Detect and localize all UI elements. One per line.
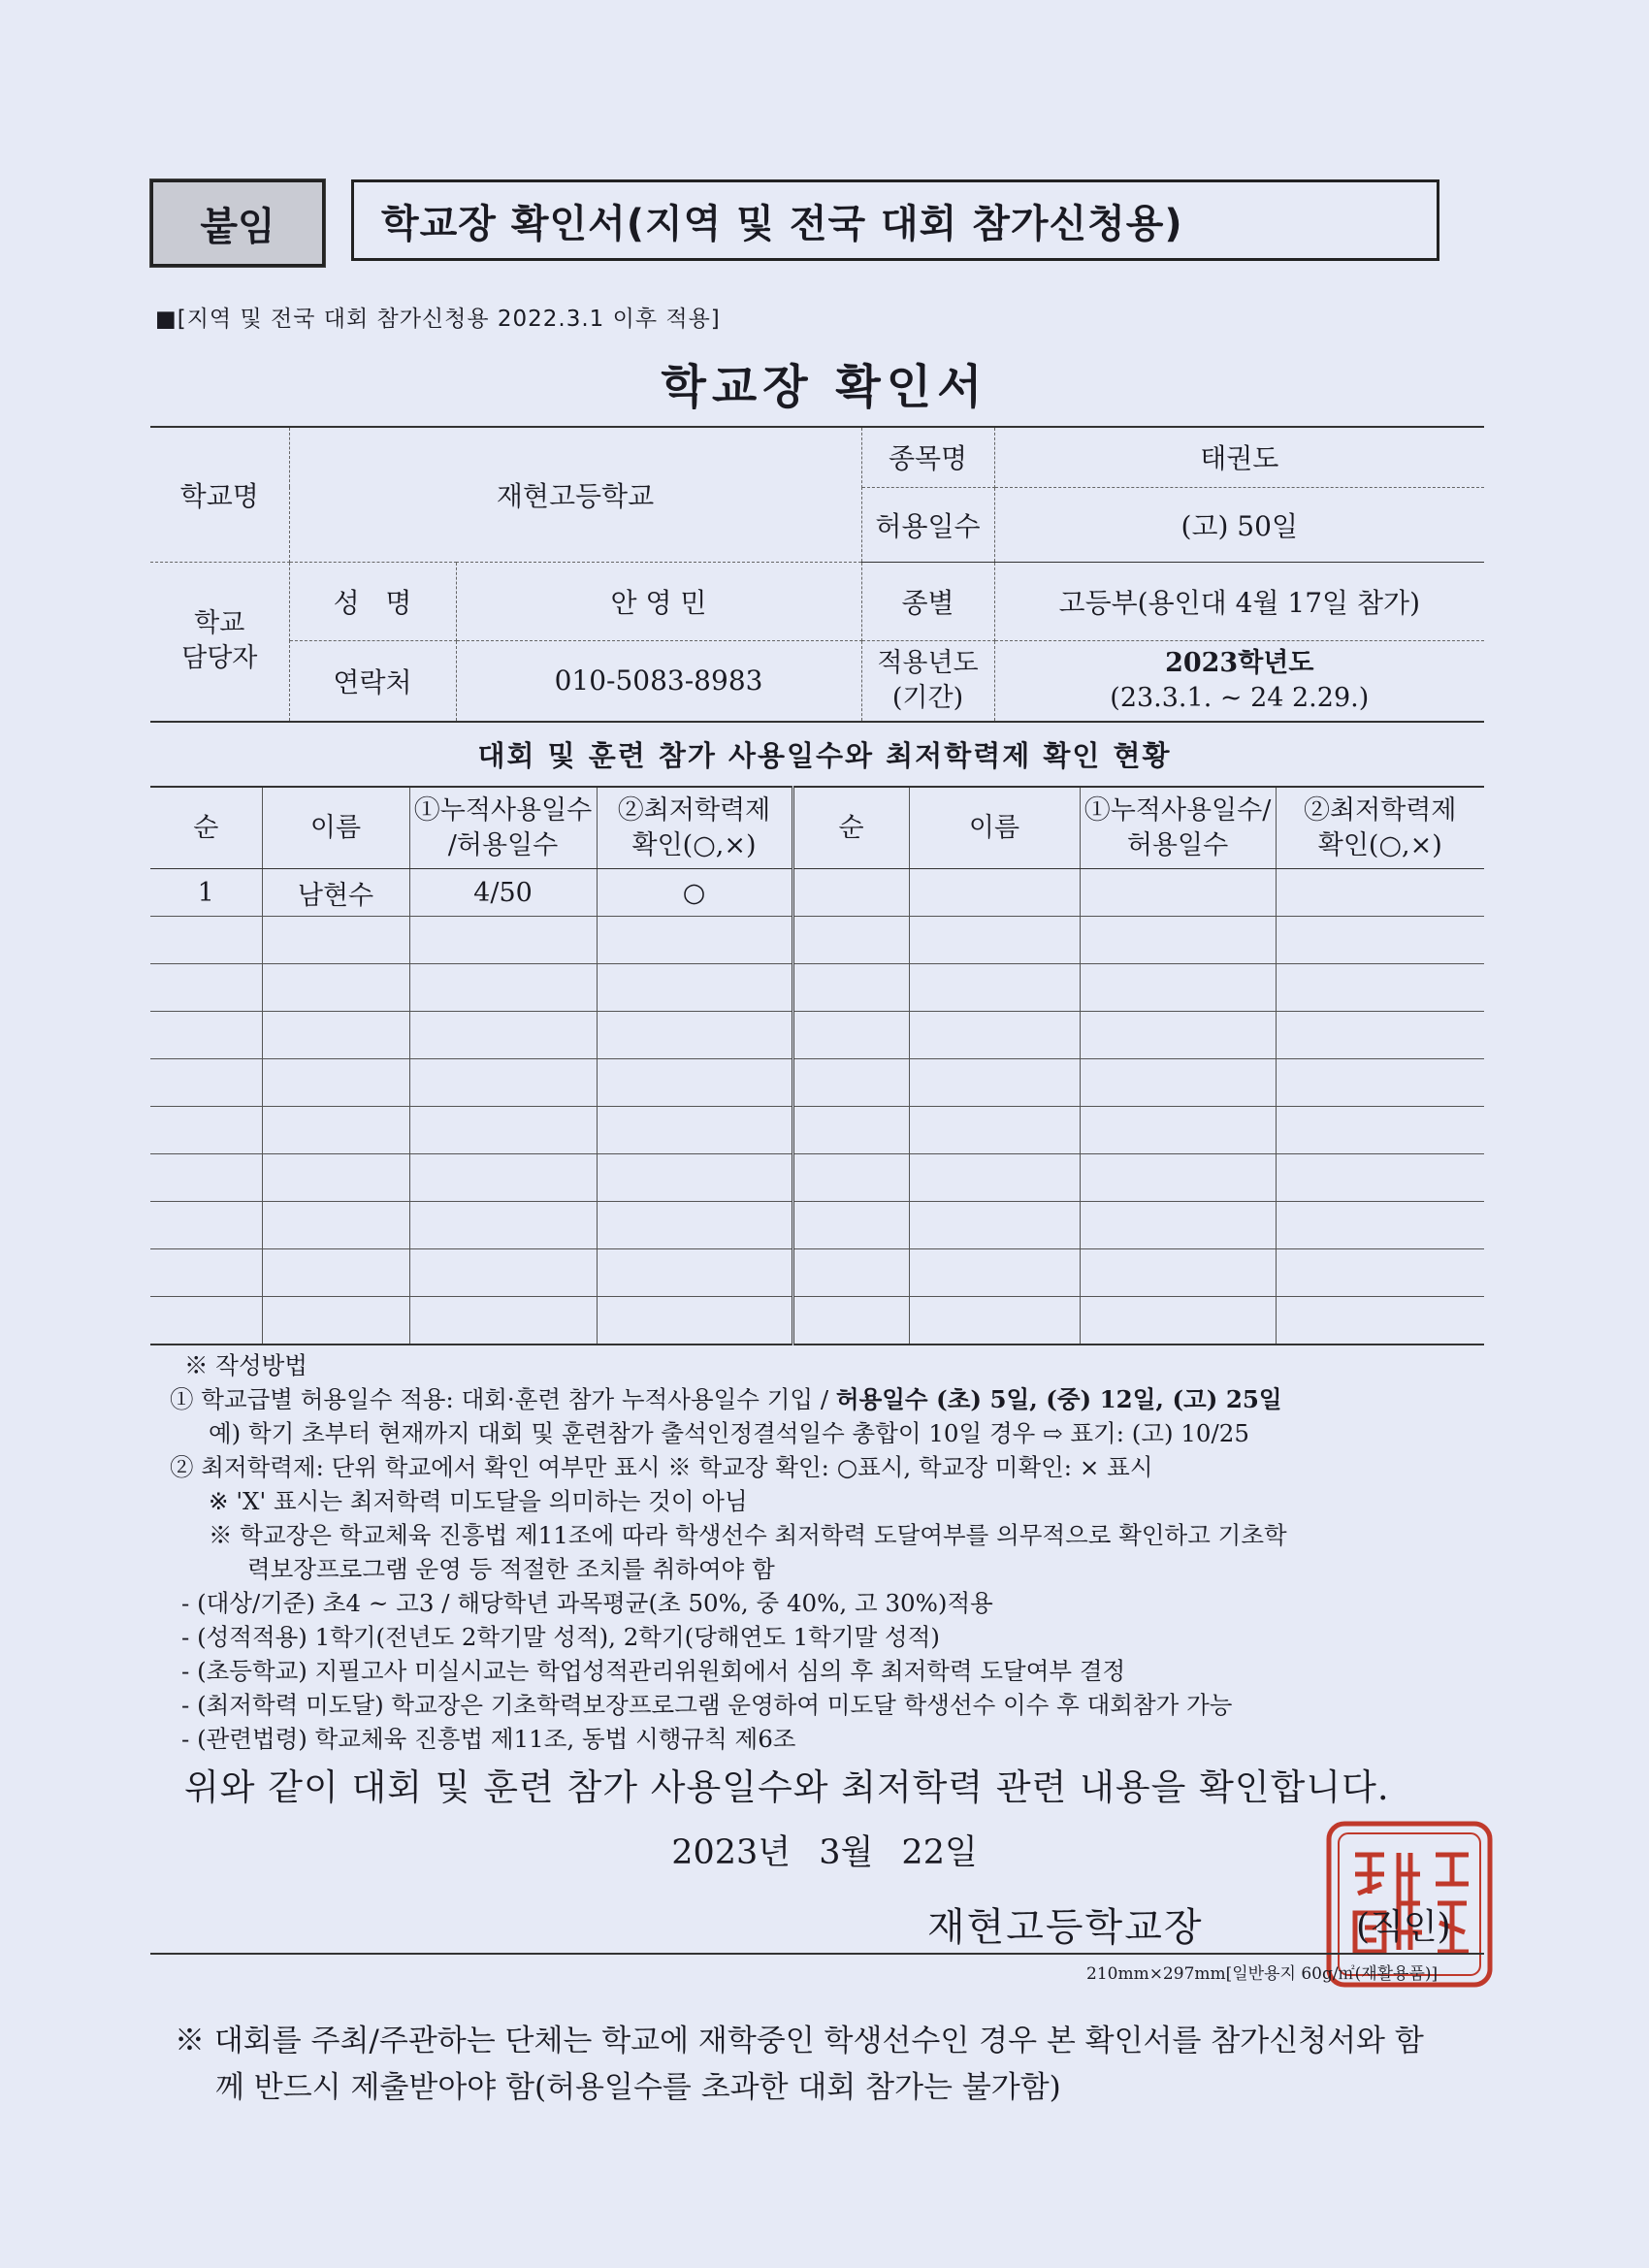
attachment-tag: 붙임 (150, 179, 325, 267)
table-cell (1080, 917, 1276, 964)
table-cell (792, 1154, 909, 1202)
period-value (994, 640, 1484, 722)
header-cell: 이름 (262, 787, 409, 869)
confirmation-date: 2023년 3월 22일 (671, 1833, 978, 1872)
school-value: 재현고등학교 (289, 427, 861, 562)
table-cell (597, 964, 792, 1012)
header-cell: 순 (792, 787, 909, 869)
table-cell (909, 917, 1080, 964)
table-cell (597, 1012, 792, 1059)
table-row (150, 1059, 1484, 1107)
table-cell (909, 1154, 1080, 1202)
table-cell (409, 1249, 597, 1297)
table-cell (150, 964, 262, 1012)
table-cell (262, 1202, 409, 1249)
table-cell (1276, 1012, 1484, 1059)
category-label: 종별 (861, 562, 994, 640)
school-info-table (150, 426, 1484, 723)
table-cell (597, 1249, 792, 1297)
submission-notice (175, 2018, 1455, 2111)
table-cell (792, 1297, 909, 1345)
period-year: 2023학년도 (1165, 647, 1314, 678)
table-cell (597, 1297, 792, 1345)
header-cell: ①누적사용일수 /허용일수 (409, 787, 597, 869)
table-cell: 4/50 (409, 869, 597, 917)
instruction-note: ※ 'X' 표시는 최저학력 미도달을 의미하는 것이 아님 (209, 1487, 748, 1515)
status-section-title: 대회 및 훈련 참가 사용일수와 최저학력제 확인 현황 (477, 739, 1172, 772)
instruction-example: 예) 학기 초부터 현재까지 대회 및 훈련참가 출석인정결석일수 총합이 10일 경우 ⇨ 표기: (고) 10/25 (209, 1419, 1249, 1447)
table-cell (1080, 964, 1276, 1012)
table-cell (409, 1107, 597, 1154)
sport-label: 종목명 (861, 427, 994, 487)
table-cell (1080, 1202, 1276, 1249)
table-cell (597, 1107, 792, 1154)
table-cell (909, 1249, 1080, 1297)
table-cell (1276, 869, 1484, 917)
table-cell (597, 1154, 792, 1202)
allowed-days-label: 허용일수 (861, 487, 994, 562)
table-cell (597, 917, 792, 964)
instruction-detail: - (관련법령) 학교체육 진흥법 제11조, 동법 시행규칙 제6조 (181, 1725, 796, 1753)
table-cell (150, 1154, 262, 1202)
period-range: (23.3.1. ~ 24 2.29.) (1110, 682, 1370, 713)
table-row (150, 1297, 1484, 1345)
form-title: 학교장 확인서 (661, 360, 988, 414)
table-cell (1276, 1249, 1484, 1297)
applicability-note: ■[지역 및 전국 대회 참가신청용 2022.3.1 이후 적용] (155, 307, 721, 332)
instruction-detail: - (초등학교) 지필고사 미실시교는 학업성적관리위원회에서 심의 후 최저학력 도달여부 결정 (181, 1657, 1126, 1685)
instruction-detail: - (성적적용) 1학기(전년도 2학기말 성적), 2학기(당해연도 1학기말 성적) (181, 1623, 940, 1651)
table-cell (909, 1297, 1080, 1345)
table-cell (909, 1059, 1080, 1107)
instruction-detail: - (대상/기준) 초4 ~ 고3 / 해당학년 과목평균(초 50%, 중 40%, 고 30%)적용 (181, 1589, 993, 1617)
table-cell (792, 1012, 909, 1059)
school-label: 학교명 (150, 427, 289, 562)
table-row (150, 1202, 1484, 1249)
notice-line: 께 반드시 제출받아야 함(허용일수를 초과한 대회 참가는 불가함) (215, 2070, 1061, 2105)
table-cell: ○ (597, 869, 792, 917)
table-cell (1276, 1202, 1484, 1249)
table-cell (409, 964, 597, 1012)
allowed-days-value: (고) 50일 (994, 487, 1484, 562)
table-cell (1080, 1297, 1276, 1345)
header-cell: ①누적사용일수/ 허용일수 (1080, 787, 1276, 869)
table-cell (909, 869, 1080, 917)
table-cell (262, 1107, 409, 1154)
table-cell (150, 1249, 262, 1297)
instruction-note: ※ 학교장은 학교체육 진흥법 제11조에 따라 학생선수 최저학력 도달여부를 의무적으로 확인하고 기초학 (209, 1521, 1287, 1549)
header-cell: 순 (150, 787, 262, 869)
table-cell (792, 1249, 909, 1297)
phone-label: 연락처 (289, 640, 456, 722)
table-row (150, 1249, 1484, 1297)
table-cell (1080, 1012, 1276, 1059)
table-cell (1080, 869, 1276, 917)
instructions-heading: ※ 작성방법 (184, 1351, 307, 1379)
table-cell (909, 964, 1080, 1012)
table-cell (1276, 1297, 1484, 1345)
table-cell (792, 1059, 909, 1107)
status-table (150, 786, 1484, 1345)
table-cell (1080, 1059, 1276, 1107)
instruction-note-cont: 력보장프로그램 운영 등 적절한 조치를 취하여야 함 (247, 1555, 775, 1583)
table-cell (409, 1202, 597, 1249)
table-cell (262, 1249, 409, 1297)
table-cell (150, 917, 262, 964)
table-cell (1276, 964, 1484, 1012)
table-cell (409, 1297, 597, 1345)
table-cell (792, 1107, 909, 1154)
table-row (150, 869, 1484, 917)
notice-line: ※ 대회를 주최/주관하는 단체는 학교에 재학중인 학생선수인 경우 본 확인서를 참가신청서와 함 (175, 2024, 1424, 2058)
paper-spec: 210mm×297mm[일반용지 60g/㎡(재활용품)] (1086, 1964, 1439, 1984)
table-cell (150, 1107, 262, 1154)
table-cell (909, 1107, 1080, 1154)
header-cell: ②최저학력제 확인(○,×) (1276, 787, 1484, 869)
table-cell (409, 1154, 597, 1202)
status-header-row (150, 787, 1484, 869)
table-cell (262, 1154, 409, 1202)
sport-value: 태권도 (994, 427, 1484, 487)
table-cell (150, 1012, 262, 1059)
table-cell: 남현수 (262, 869, 409, 917)
principal-name: 재현고등학교장 (927, 1905, 1204, 1950)
table-cell (150, 1059, 262, 1107)
seal-label: (직인) (1356, 1907, 1451, 1947)
contact-person-label: 학교 담당자 (150, 562, 289, 722)
table-cell (909, 1202, 1080, 1249)
table-row (150, 1107, 1484, 1154)
table-cell (1276, 917, 1484, 964)
table-cell (262, 917, 409, 964)
table-cell (792, 869, 909, 917)
table-cell (1276, 1107, 1484, 1154)
header-cell: 이름 (909, 787, 1080, 869)
table-cell (597, 1202, 792, 1249)
table-cell (409, 1012, 597, 1059)
table-cell (792, 917, 909, 964)
table-row (150, 917, 1484, 964)
category-value: 고등부(용인대 4월 17일 참가) (994, 562, 1484, 640)
table-cell (597, 1059, 792, 1107)
table-cell (262, 1012, 409, 1059)
table-cell (1080, 1107, 1276, 1154)
instruction-item-1: ① 학교급별 허용일수 적용: 대회·훈련 참가 누적사용일수 기입 / 허용일수 (초) 5일, (중) 12일, (고) 25일 (170, 1385, 1282, 1413)
footer-divider (150, 1953, 1484, 1955)
table-cell: 1 (150, 869, 262, 917)
name-value: 안 영 민 (456, 562, 861, 640)
table-row (150, 1012, 1484, 1059)
table-cell (792, 1202, 909, 1249)
table-cell (262, 1059, 409, 1107)
table-row (150, 1154, 1484, 1202)
instruction-item-2: ② 최저학력제: 단위 학교에서 확인 여부만 표시 ※ 학교장 확인: ○표시, 학교장 미확인: × 표시 (170, 1453, 1153, 1481)
table-cell (792, 964, 909, 1012)
table-cell (1080, 1154, 1276, 1202)
period-label: 적용년도 (기간) (861, 640, 994, 722)
confirmation-statement: 위와 같이 대회 및 훈련 참가 사용일수와 최저학력 관련 내용을 확인합니다. (184, 1766, 1390, 1808)
table-cell (150, 1297, 262, 1345)
header-cell: ②최저학력제 확인(○,×) (597, 787, 792, 869)
table-row (150, 964, 1484, 1012)
phone-value: 010-5083-8983 (456, 640, 861, 722)
table-cell (1080, 1249, 1276, 1297)
table-cell (150, 1202, 262, 1249)
table-cell (1276, 1154, 1484, 1202)
table-cell (262, 964, 409, 1012)
table-cell (909, 1012, 1080, 1059)
table-cell (409, 917, 597, 964)
instructions (170, 1348, 1489, 1756)
instruction-detail: - (최저학력 미도달) 학교장은 기초학력보장프로그램 운영하여 미도달 학생선수 이수 후 대회참가 가능 (181, 1691, 1233, 1719)
name-label: 성 명 (289, 562, 456, 640)
document-title: 학교장 확인서(지역 및 전국 대회 참가신청용) (351, 179, 1439, 261)
table-cell (409, 1059, 597, 1107)
table-cell (262, 1297, 409, 1345)
table-cell (1276, 1059, 1484, 1107)
